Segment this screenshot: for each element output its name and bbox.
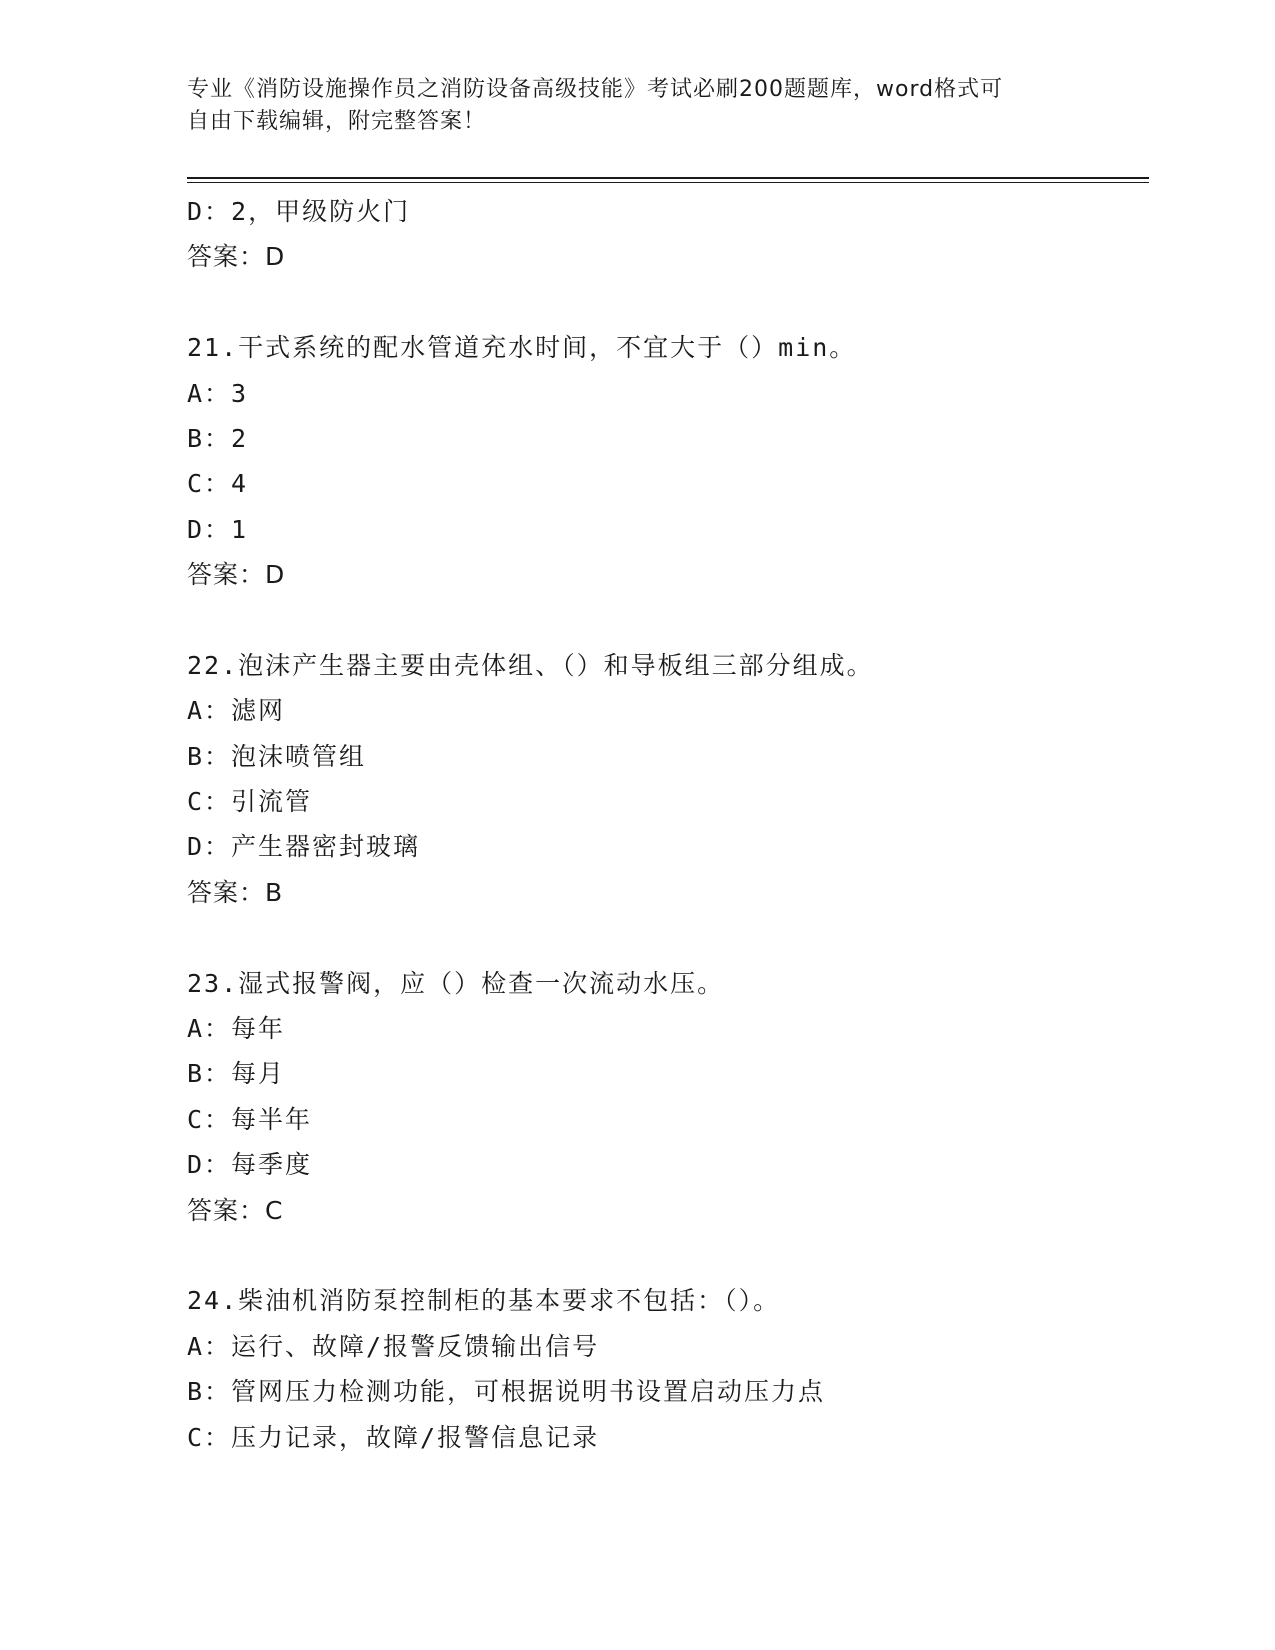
option-d: D：1 — [187, 514, 249, 544]
option-c: C：引流管 — [187, 787, 313, 817]
question-stem: 24.柴油机消防泵控制柜的基本要求不包括：（）。 — [187, 1286, 781, 1316]
answer-line: 答案：C — [187, 1195, 284, 1225]
option-d: D：产生器密封玻璃 — [187, 832, 421, 862]
option-b: B：泡沫喷管组 — [187, 741, 367, 771]
question-stem: 21.干式系统的配水管道充水时间，不宜大于（）min。 — [187, 333, 857, 363]
question-24 — [187, 1278, 1149, 1460]
option-c: C：每半年 — [187, 1104, 313, 1134]
question-22 — [187, 643, 1149, 915]
option-b: B：管网压力检测功能，可根据说明书设置启动压力点 — [187, 1377, 826, 1407]
question-stem: 23.湿式报警阀，应（）检查一次流动水压。 — [187, 968, 725, 998]
option-a: A：运行、故障/报警反馈输出信号 — [187, 1331, 600, 1361]
answer-line: 答案：B — [187, 877, 284, 907]
option-a: A：3 — [187, 378, 249, 408]
spacer — [187, 598, 1149, 643]
previous-question-tail — [187, 189, 1149, 280]
question-23 — [187, 961, 1149, 1233]
spacer — [187, 915, 1149, 960]
spacer — [187, 280, 1149, 325]
option-a: A：滤网 — [187, 696, 286, 726]
header-line-2: 自由下载编辑，附完整答案！ — [187, 109, 487, 134]
question-21 — [187, 325, 1149, 597]
spacer — [187, 1233, 1149, 1278]
document-header — [187, 74, 1087, 138]
option-c: C：压力记录，故障/报警信息记录 — [187, 1422, 600, 1452]
header-divider-thick — [187, 177, 1149, 179]
option-d: D：2，甲级防火门 — [187, 197, 411, 226]
option-c: C：4 — [187, 469, 249, 499]
answer-line: 答案：D — [187, 242, 286, 272]
option-a: A：每年 — [187, 1014, 286, 1044]
question-list — [187, 189, 1149, 1460]
question-stem: 22.泡沫产生器主要由壳体组、（）和导板组三部分组成。 — [187, 650, 874, 680]
option-b: B：每月 — [187, 1059, 286, 1089]
option-d: D：每季度 — [187, 1150, 313, 1180]
answer-line: 答案：D — [187, 560, 286, 590]
header-line-1: 专业《消防设施操作员之消防设备高级技能》考试必刷200题题库，word格式可 — [187, 77, 1004, 102]
option-b: B：2 — [187, 423, 249, 453]
header-divider-thin — [187, 182, 1149, 183]
